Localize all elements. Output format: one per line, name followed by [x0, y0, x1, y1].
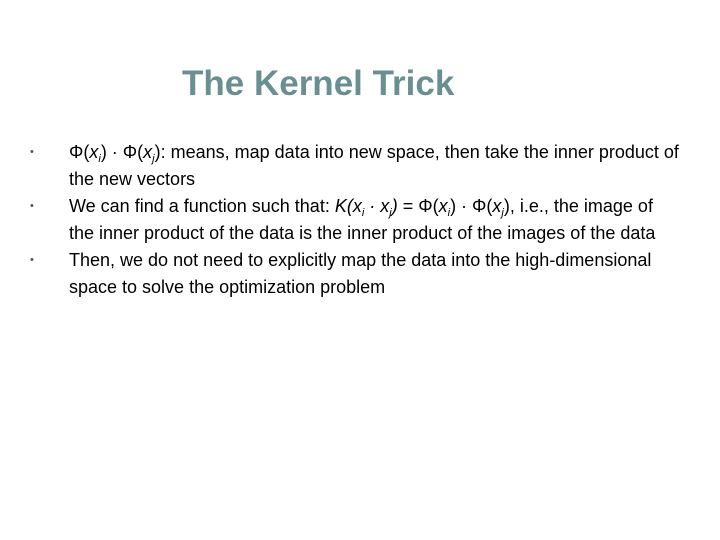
- bullet-text: $\Phi(x_i) \cdot \Phi(x_j)$: means, map data into new space, then take the inner product of the new vectors: [69, 142, 679, 189]
- bullet-text: We can find a function such that: $K(x_i \cdot x_j) = \Phi(x_i) \cdot \Phi(x_j)$, i.e., the image of the inner product of the data is the inner product of the images of the data: [69, 196, 656, 243]
- bullet-item-kernel-function: [30, 193, 680, 247]
- bullet-list: [30, 139, 680, 301]
- bullet-item-phi-mapping: [30, 139, 680, 193]
- bullet-text: Then, we do not need to explicitly map the data into the high-dimensional space to solve the optimization problem: [69, 250, 652, 297]
- bullet-item-no-explicit-mapping: [30, 247, 680, 301]
- bullet-marker: •: [30, 254, 34, 266]
- slide-title: The Kernel Trick: [182, 64, 455, 103]
- bullet-marker: •: [30, 200, 34, 212]
- bullet-marker: •: [30, 146, 34, 158]
